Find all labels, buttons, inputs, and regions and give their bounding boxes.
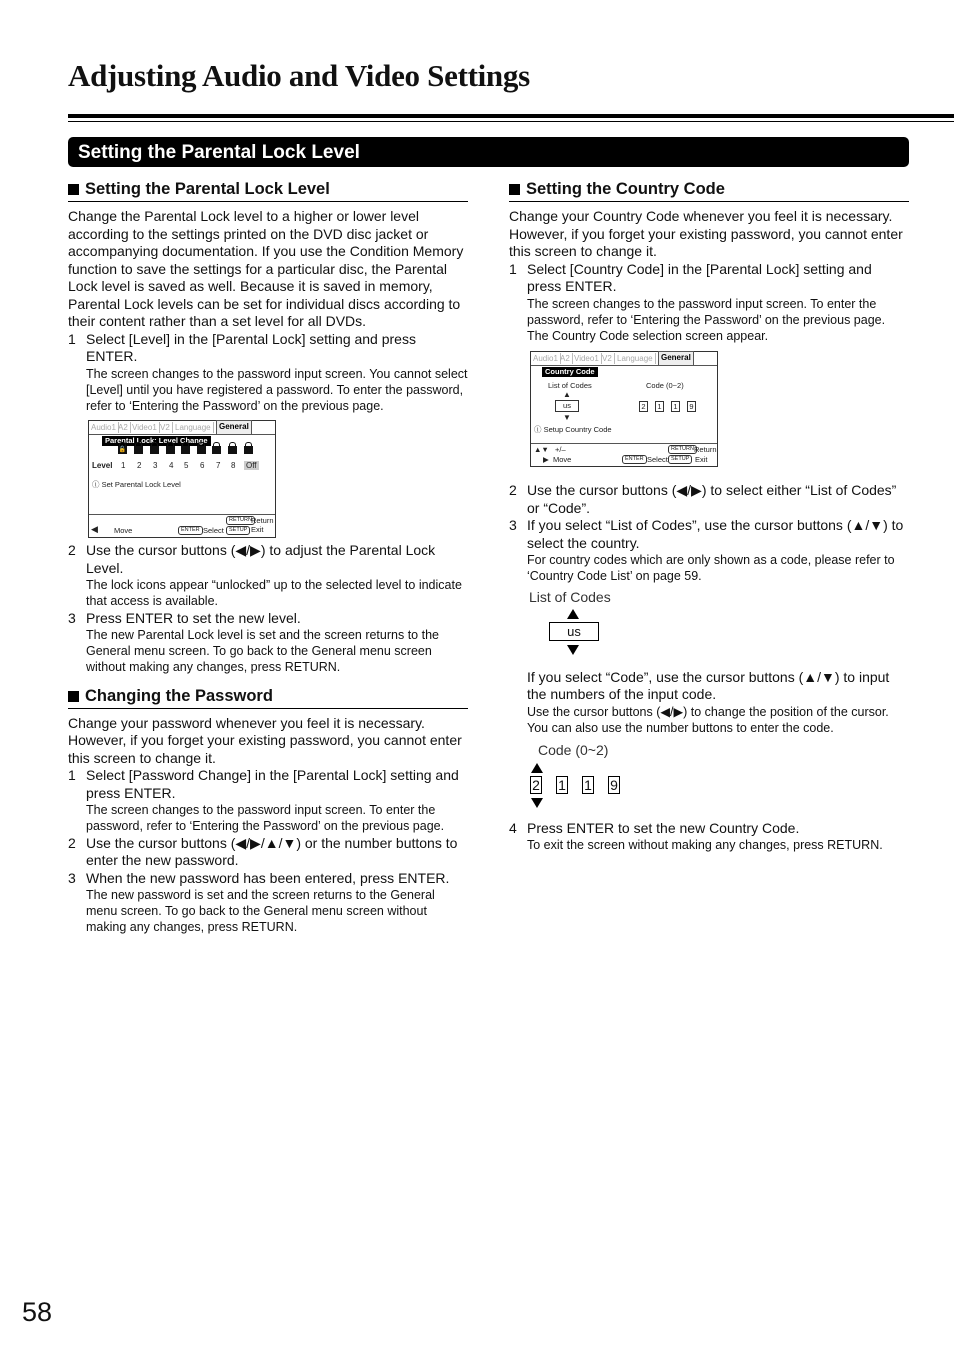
lock-icon <box>228 446 237 454</box>
password-step-1: 1 Select [Password Change] in the [Parental Lock] setting and press ENTER. <box>68 767 459 801</box>
osd-exit: Exit <box>251 525 264 535</box>
down-arrow-icon <box>531 798 543 808</box>
parental-heading: Setting the Parental Lock Level <box>68 178 468 202</box>
osd-list-label: List of Codes <box>548 381 592 391</box>
code-example <box>530 742 909 820</box>
password-heading: Changing the Password <box>68 685 468 709</box>
osd-return-key: RETURN <box>226 516 255 525</box>
title-rule-thick <box>68 114 954 118</box>
osd-level-3: 3 <box>153 461 158 471</box>
parental-intro: Change the Parental Lock level to a higher or lower level according to the settings printed on the DVD disc jacket or accompanying documentation. If you use the Condition Memory function to save the settings for a particular disc, the Parental Lock level is saved as well. Because it is saved in memory, Parental Lock levels can be set for individual discs according to their content rather than a set level for all DVDs. <box>68 208 464 329</box>
osd-setup-key: SETUP <box>668 455 692 464</box>
osd-level-off: Off <box>246 461 257 471</box>
osd-digit-4: 9 <box>687 401 696 412</box>
code-digit-3: 1 <box>582 776 594 794</box>
country-heading: Setting the Country Code <box>509 178 909 202</box>
country-osd-screen <box>530 351 718 467</box>
osd-level-label: Level <box>92 461 113 471</box>
parental-step-2-note: The lock icons appear “unlocked” up to the selected level to indicate that access is available. <box>86 578 462 609</box>
lock-icon <box>166 446 175 454</box>
osd-setup-key: SETUP <box>226 526 250 535</box>
osd-move: Move <box>553 455 572 465</box>
osd-info-line: ⓘ Setup Country Code <box>534 425 612 435</box>
country-step-1: 1 Select [Country Code] in the [Parental Lock] setting and press ENTER. <box>509 260 872 294</box>
lock-icon <box>134 446 143 454</box>
code-paragraph: If you select “Code”, use the cursor buttons (▲/▼) to input the numbers of the input code. <box>527 668 890 703</box>
list-of-codes-label: List of Codes <box>529 588 611 605</box>
osd-level-1: 1 <box>121 461 126 471</box>
list-of-codes-example <box>529 589 909 669</box>
osd-info-line: ⓘ Set Parental Lock Level <box>92 480 181 490</box>
osd-select: Select <box>203 526 224 536</box>
osd-level-5: 5 <box>184 461 189 471</box>
osd-level-2: 2 <box>137 461 142 471</box>
osd-tab-audio1: Audio1 <box>531 353 561 364</box>
osd-tabs <box>89 421 275 435</box>
list-of-codes-value: us <box>549 622 599 641</box>
lock-icon <box>244 446 253 454</box>
osd-enter-key: ENTER <box>178 526 203 535</box>
lock-icon <box>197 446 206 454</box>
code-note: Use the cursor buttons (◀/▶) to change the position of the cursor. You can also use the number buttons to enter the code. <box>527 704 889 735</box>
osd-code-label: Code (0~2) <box>646 381 684 391</box>
left-column <box>68 178 468 936</box>
osd-enter-key: ENTER <box>622 455 647 464</box>
country-intro: Change your Country Code whenever you feel it is necessary. However, if you forget your existing password, you cannot enter this screen to change it. <box>509 208 903 259</box>
osd-box-label: Country Code <box>542 367 598 377</box>
code-digit-4: 9 <box>608 776 620 794</box>
password-step-1-note: The screen changes to the password input screen. To enter the password, refer to ‘Entering the Password’ on the previous page. <box>86 803 445 834</box>
password-step-3: 3 When the new password has been entered, press ENTER. <box>68 869 450 886</box>
code-example-label: Code (0~2) <box>538 741 609 758</box>
osd-level-6: 6 <box>200 461 205 471</box>
osd-return-key: RETURN <box>668 445 697 454</box>
lock-icon <box>181 446 190 454</box>
osd-bottom-bar <box>531 443 717 466</box>
down-arrow-icon <box>567 645 579 655</box>
page-number: 58 <box>22 1297 53 1327</box>
square-bullet-icon <box>509 184 520 195</box>
osd-tab-video1: Video1 <box>130 422 160 433</box>
osd-bottom-bar <box>89 514 275 537</box>
osd-digit-1: 2 <box>639 401 648 412</box>
osd-tab-v2: V2 <box>158 422 173 433</box>
country-step-4-note: To exit the screen without making any changes, press RETURN. <box>527 838 883 853</box>
parental-osd-screen <box>88 420 276 538</box>
lock-icon <box>212 446 221 454</box>
up-arrow-icon <box>567 609 579 619</box>
osd-tab-language: Language <box>173 422 214 433</box>
country-step-3-note: For country codes which are only shown as a code, please refer to ‘Country Code List’ on page 59. <box>527 553 895 584</box>
osd-tab-a2: A2 <box>116 422 131 433</box>
square-bullet-icon <box>68 691 79 702</box>
right-column <box>509 178 909 854</box>
osd-tab-v2: V2 <box>600 353 615 364</box>
osd-list-value: us <box>555 400 579 412</box>
osd-tab-general: General <box>216 420 252 434</box>
right-arrow-icon: ▶ <box>543 455 549 465</box>
password-step-3-note: The new password is set and the screen returns to the General menu screen. To go back to the General menu screen without making any changes, press RETURN. <box>86 888 435 935</box>
info-icon: ⓘ <box>92 480 100 490</box>
parental-step-1: 1 Select [Level] in the [Parental Lock] setting and press ENTER. <box>68 330 416 364</box>
osd-box-label: Parental Lock: Level Change <box>102 436 211 446</box>
osd-level-4: 4 <box>169 461 174 471</box>
up-down-arrow-icon: ▲▼ <box>534 445 549 455</box>
country-step-4: 4 Press ENTER to set the new Country Code. <box>509 819 800 836</box>
page-title: Adjusting Audio and Video Settings <box>68 58 530 93</box>
country-step-2: 2 Use the cursor buttons (◀/▶) to select either “List of Codes” or “Code”. <box>509 482 897 516</box>
password-intro: Change your password whenever you feel it is necessary. However, if you forget your existing password, you cannot enter this screen to change it. <box>68 714 462 766</box>
osd-tab-language: Language <box>615 353 656 364</box>
code-digit-1: 2 <box>530 776 542 794</box>
osd-return: Return <box>251 516 274 526</box>
parental-step-1-note: The screen changes to the password input screen. You cannot select [Level] until you have registered a password. To enter the password, refer to ‘Entering the Password’ on the previous page. <box>86 366 468 413</box>
parental-step-3-note: The new Parental Lock level is set and the screen returns to the General menu screen. To go back to the General menu screen without making any changes, press RETURN. <box>86 628 439 675</box>
osd-level-7: 7 <box>216 461 221 471</box>
code-digit-2: 1 <box>556 776 568 794</box>
square-bullet-icon <box>68 184 79 195</box>
info-icon: ⓘ <box>534 425 542 435</box>
osd-return: Return <box>694 445 717 455</box>
osd-tabs <box>531 352 717 366</box>
lock-icon <box>150 446 159 454</box>
osd-digit-3: 1 <box>671 401 680 412</box>
title-rule-thin <box>68 121 954 122</box>
up-arrow-icon <box>531 763 543 773</box>
osd-exit: Exit <box>695 455 708 465</box>
osd-tab-general: General <box>658 351 694 365</box>
osd-level-8: 8 <box>231 461 236 471</box>
country-step-1-note: The screen changes to the password input screen. To enter the password, refer to ‘Entering the Password’ on the previous page. The Country Code selection screen appear. <box>527 296 886 343</box>
osd-digit-2: 1 <box>655 401 664 412</box>
osd-move: Move <box>114 526 133 536</box>
section-banner: Setting the Parental Lock Level <box>68 137 909 167</box>
code-digits <box>530 776 909 795</box>
osd-plus-minus: +/– <box>555 445 566 455</box>
osd-select: Select <box>647 455 668 465</box>
osd-tab-a2: A2 <box>558 353 573 364</box>
osd-tab-audio1: Audio1 <box>89 422 119 433</box>
osd-tab-video1: Video1 <box>572 353 602 364</box>
parental-step-3: 3 Press ENTER to set the new level. <box>68 609 301 626</box>
down-arrow-icon: ▼ <box>563 413 571 423</box>
lock-icon: 🔓 <box>118 447 127 454</box>
up-arrow-icon: ▲ <box>563 390 571 400</box>
parental-step-2: 2 Use the cursor buttons (◀/▶) to adjust the Parental Lock Level. <box>68 542 436 576</box>
country-step-3: 3 If you select “List of Codes”, use the cursor buttons (▲/▼) to select the country. <box>509 517 904 551</box>
password-step-2: 2 Use the cursor buttons (◀/▶/▲/▼) or the number buttons to enter the new password. <box>68 834 458 869</box>
left-arrow-icon: ◀ <box>91 524 98 535</box>
